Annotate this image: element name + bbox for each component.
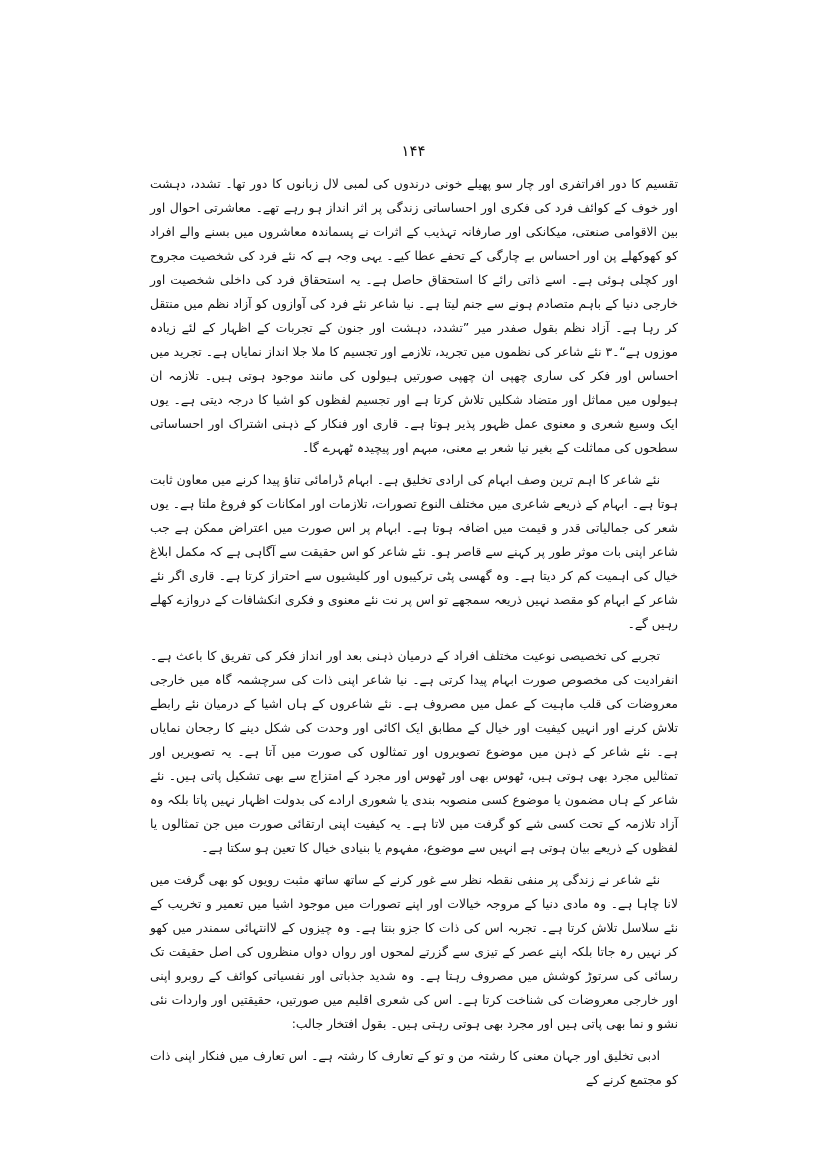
body-text	[150, 172, 678, 1092]
paragraph: نئے شاعر نے زندگی پر منفی نقطہ نظر سے غور کرنے کے ساتھ ساتھ مثبت رویوں کو بھی گرفت میں لانا چاہا ہے۔ وہ مادی دنیا کے مروجہ خیالات اور اپنے تصورات میں موجود اشیا میں تعمیر و تخریب کے نئے سلاسل تلاش کرتا ہے۔ تجربہ اس کی ذات کا جزو بنتا ہے۔ وہ چیزوں کے لاانتہائی سمندر میں کھو کر نہیں رہ جاتا بلکہ اپنے عصر کے تیزی سے گزرتے لمحوں اور رواں دواں منظروں کی اصل حقیقت تک رسائی کی سرتوڑ کوشش میں مصروف رہتا ہے۔ وہ شدید جذباتی اور نفسیاتی کوائف کے روبرو اپنی اور خارجی معروضات کی شناخت کرتا ہے۔ اس کی شعری اقلیم میں صورتیں، حقیقتیں اور واردات نئی نشو و نما بھی پاتی ہیں اور مجرد بھی ہوتی رہتی ہیں۔ بقول افتخار جالب:	[150, 873, 678, 1031]
paragraph: نئے شاعر کا اہم ترین وصف ابہام کی ارادی تخلیق ہے۔ ابہام ڈرامائی تناؤ پیدا کرنے میں معاون ثابت ہوتا ہے۔ ابہام کے ذریعے شاعری میں مختلف النوع تصورات، تلازمات اور امکانات کو فروغ ملتا ہے۔ یوں شعر کی جمالیاتی قدر و قیمت میں اضافہ ہوتا ہے۔ ابہام پر اس صورت میں اعتراض ممکن ہے جب شاعر اپنی بات موثر طور پر کہنے سے قاصر ہو۔ نئے شاعر کو اس حقیقت سے آگاہی ہے کہ مکمل ابلاغ خیال کی اہمیت کم کر دیتا ہے۔ وہ گھسی پٹی ترکیبوں اور کلیشیوں سے احتراز کرتا ہے۔ قاری اگر نئے شاعر کے ابہام کو مقصد نہیں ذریعہ سمجھے تو اس پر نت نئے معنوی و فکری انکشافات کے دروازے کھلے رہیں گے۔	[150, 473, 678, 631]
paragraph: تجربے کی تخصیصی نوعیت مختلف افراد کے درمیان ذہنی بعد اور انداز فکر کی تفریق کا باعث ہے۔ انفرادیت کی مخصوص صورت ابہام پیدا کرتی ہے۔ نیا شاعر اپنی ذات کی سرچشمہ گاہ میں خارجی معروضات کی قلب ماہیت کے عمل میں مصروف ہے۔ نئے شاعروں کے ہاں اشیا کے درمیان نئے رابطے تلاش کرنے اور انہیں کیفیت اور خیال کے مطابق ایک اکائی اور وحدت کی شکل دینے کا رجحان نمایاں ہے۔ نئے شاعر کے ذہن میں موضوع تصویروں اور تمثالوں کی صورت میں آتا ہے۔ یہ تصویریں اور تمثالیں مجرد بھی ہوتی ہیں، ٹھوس بھی اور ٹھوس اور مجرد کے امتزاج سے بھی تشکیل پاتی ہیں۔ نئے شاعر کے ہاں مضمون یا موضوع کسی منصوبہ بندی یا شعوری ارادے کی بدولت اظہار نہیں پاتا بلکہ وہ آزاد تلازمہ کے تحت کسی شے کو گرفت میں لاتا ہے۔ یہ کیفیت اپنی ارتقائی صورت میں جن تمثالوں یا لفظوں کے ذریعے بیان ہوتی ہے انہیں سے موضوع، مفہوم یا بنیادی خیال کا تعین ہو سکتا ہے۔	[150, 649, 678, 855]
quote-intro: ادبی تخلیق اور جہان معنی کا رشتہ من و تو کے تعارف کا رشتہ ہے۔ اس تعارف میں فنکار اپنی ذات کو مجتمع کرنے کے	[150, 1049, 678, 1087]
paragraph: تقسیم کا دور افراتفری اور چار سو پھیلے خونی درندوں کی لمبی لال زبانوں کا دور تھا۔ تشدد، دہشت اور خوف کے کوائف فرد کی فکری اور احساساتی زندگی پر اثر انداز ہو رہے تھے۔ معاشرتی احوال اور بین الاقوامی صنعتی، میکانکی اور صارفانہ تہذیب کے اثرات نے پسماندہ معاشروں میں بسنے والے افراد کو کھوکھلے پن اور احساس بے چارگی کے تحفے عطا کیے۔ یہی وجہ ہے کہ نئے فرد کی شخصیت مجروح اور کچلی ہوئی ہے۔ اسے ذاتی رائے کا استحقاق حاصل ہے۔ یہ استحقاق فرد کی داخلی شخصیت اور خارجی دنیا کے باہم متصادم ہونے سے جنم لیتا ہے۔ نیا شاعر نئے فرد کی آوازوں کو آزاد نظم میں منتقل کر رہا ہے۔ آزاد نظم بقول صفدر میر ”تشدد، دہشت اور جنون کے تجربات کے اظہار کے لئے زیادہ موزوں ہے“۔۳ نئے شاعر کی نظموں میں تجرید، تلازمے اور تجسیم کا ملا جلا انداز نمایاں ہے۔ تجرید میں احساس اور فکر کی ساری چھپی ان چھپی صورتیں ہیولوں کی مانند موجود ہوتی ہیں۔ تلازمہ ان ہیولوں میں مماثل اور متضاد شکلیں تلاش کرتا ہے اور تجسیم لفظوں کو اشیا کا درجہ دیتی ہے۔ یوں ایک وسیع شعری و معنوی عمل ظہور پذیر ہوتا ہے۔ قاری اور فنکار کے ذہنی اشتراک اور احساساتی سطحوں کی مماثلت کے بغیر نیا شعر بے معنی، مبہم اور پیچیدہ ٹھہرے گا۔	[150, 177, 678, 455]
page-number: ۱۴۴	[401, 142, 426, 160]
